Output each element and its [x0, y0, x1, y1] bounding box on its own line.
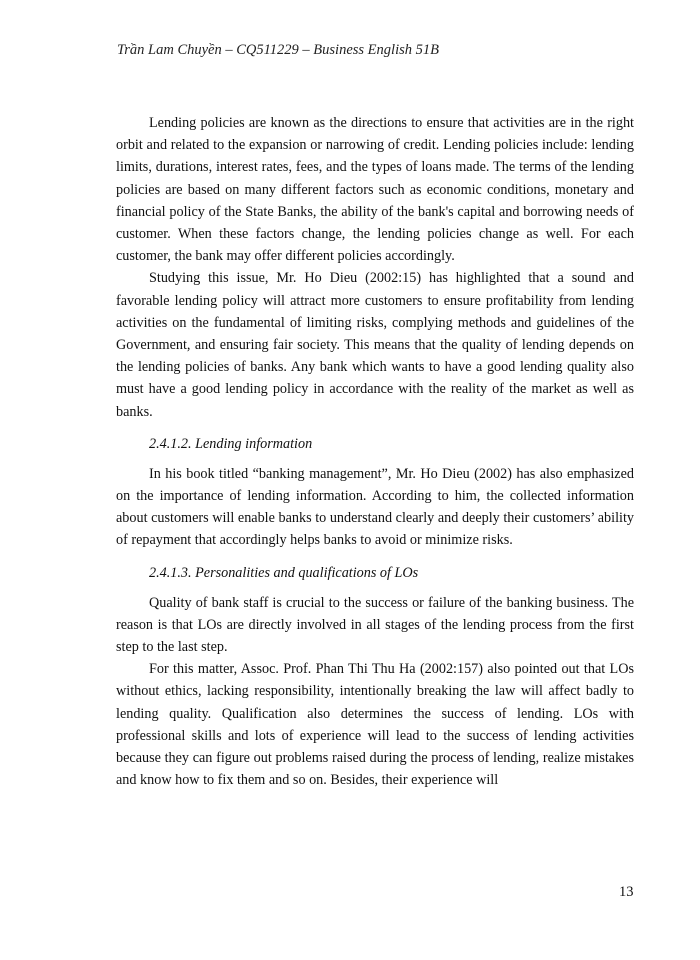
- paragraph-phan-thi-thu-ha: For this matter, Assoc. Prof. Phan Thi Thu Ha (2002:157) also pointed out that LOs without ethics, lacking responsibility, intentionally breaking the law will affect badly to lending quality. Qualification also determines the success of lending. LOs with professional skills and lots of experience will lead to the success of lending activities because they can figure out problems raised during the process of lending, realize mistakes and know how to fix them and so on. Besides, their experience will: [116, 661, 634, 789]
- body-text: [116, 112, 634, 791]
- paragraph-lending-information: In his book titled “banking management”, Mr. Ho Dieu (2002) has also emphasized on the importance of lending information. According to him, the collected information about customers will enable banks to understand clearly and deeply their customers’ ability of repayment that accordingly helps banks to avoid or minimize risks.: [116, 465, 634, 549]
- running-header: Trần Lam Chuyền – CQ511229 – Business English 51B: [117, 42, 439, 58]
- section-heading-personalities: 2.4.1.3. Personalities and qualifications of LOs: [149, 564, 419, 581]
- paragraph-ho-dieu-policy: Studying this issue, Mr. Ho Dieu (2002:15) has highlighted that a sound and favorable lending policy will attract more customers to ensure profitability from lending activities on the fundamental of limiting risks, complying methods and guidelines of the Government, and ensuring fair society. This means that the quality of lending depends on the lending policies of banks. Any bank which wants to have a good lending quality also must have a good lending policy in accordance with the reality of the market as well as banks.: [116, 270, 634, 420]
- paragraph-lending-policies: Lending policies are known as the directions to ensure that activities are in the right orbit and related to the expansion or narrowing of credit. Lending policies include: lending limits, durations, interest rates, fees, and the types of loans made. The terms of the lending policies are based on many different factors such as economic conditions, monetary and financial policy of the State Banks, the ability of the bank's capital and borrowing needs of customer. When these factors change, the lending policies change as well. For each customer, the bank may offer different policies accordingly.: [116, 115, 634, 265]
- paragraph-bank-staff-quality: Quality of bank staff is crucial to the success or failure of the banking business. The reason is that LOs are directly involved in all stages of the lending process from the first step to the last step.: [116, 594, 634, 656]
- page-number: 13: [619, 884, 634, 900]
- section-heading-lending-information: 2.4.1.2. Lending information: [149, 435, 313, 452]
